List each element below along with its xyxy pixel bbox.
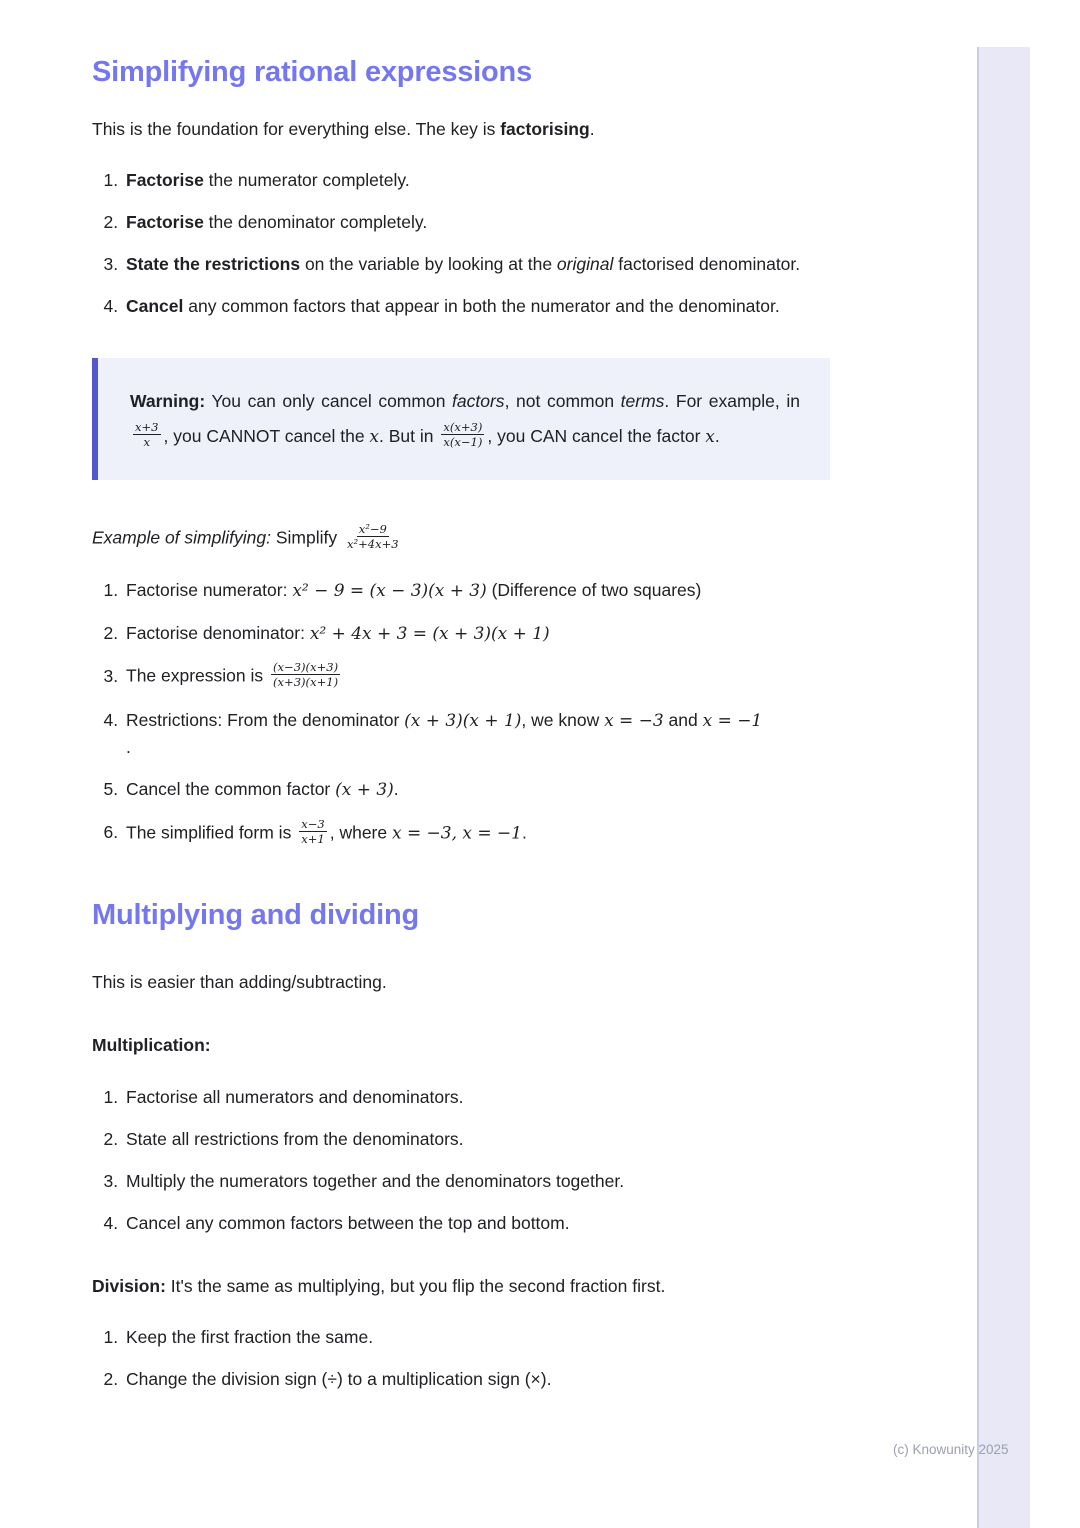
example-intro bbox=[92, 521, 937, 554]
text-segment: on the variable by looking at the bbox=[300, 254, 557, 275]
text-segment: Simplify bbox=[270, 527, 342, 548]
text-segment: any common factors that appear in both the numerator and the denominator. bbox=[183, 296, 780, 317]
text-segment: Multiplication: bbox=[92, 1035, 211, 1056]
list-item bbox=[123, 662, 937, 692]
text-segment: , not common bbox=[504, 391, 621, 412]
text-segment: Multiply the numerators together and the denominators together. bbox=[126, 1170, 625, 1191]
text-segment: . bbox=[714, 425, 720, 446]
list-item bbox=[123, 1324, 937, 1351]
text-segment: . But in bbox=[379, 425, 439, 446]
text-segment: State all restrictions from the denominators. bbox=[126, 1128, 464, 1149]
list-item bbox=[123, 620, 937, 647]
text-segment: . bbox=[393, 779, 399, 800]
warning-callout bbox=[92, 358, 830, 479]
text-segment: original bbox=[556, 254, 614, 275]
copyright-footer: (c) Knowunity 2025 bbox=[893, 1442, 1009, 1457]
math-inline: x = −3 bbox=[604, 710, 664, 731]
fraction: $\frac{x(x+3)}{x(x-1)}$ bbox=[443, 420, 483, 450]
text-segment: Cancel any common factors between the top and bottom. bbox=[126, 1212, 570, 1233]
text-segment: Factorise denominator: bbox=[126, 622, 310, 643]
text-segment: Change the division sign (÷) to a multiplication sign (×). bbox=[126, 1369, 552, 1390]
fraction: $\frac{x+3}{x}$ bbox=[135, 420, 159, 450]
easier-paragraph bbox=[92, 969, 937, 996]
fraction: $\frac{(x-3)(x+3)}{(x+3)(x+1)}$ bbox=[273, 660, 339, 690]
text-segment: This is easier than adding/subtracting. bbox=[92, 972, 387, 993]
text-segment: Cancel bbox=[126, 296, 184, 317]
text-segment: It's the same as multiplying, but you flip the second fraction first. bbox=[165, 1276, 666, 1297]
example-steps-list bbox=[92, 577, 937, 848]
text-segment: Restrictions: From the denominator bbox=[126, 709, 405, 730]
text-segment: (Difference of two squares) bbox=[486, 580, 702, 601]
text-segment: , you CANNOT cancel the bbox=[163, 425, 370, 446]
section-title-simplifying: Simplifying rational expressions bbox=[92, 56, 532, 88]
math-inline: x = −3, x = −1 bbox=[391, 823, 522, 844]
list-item bbox=[123, 707, 937, 761]
text-segment: Cancel the common factor bbox=[126, 779, 336, 800]
math-inline: (x + 3)(x + 1) bbox=[404, 710, 522, 731]
text-segment: factorised denominator. bbox=[613, 254, 801, 275]
text-segment: . bbox=[126, 737, 131, 758]
text-segment: Factorise numerator: bbox=[126, 580, 293, 601]
division-steps-list bbox=[92, 1324, 937, 1393]
text-segment: Factorise bbox=[126, 169, 204, 190]
text-segment: Division: bbox=[92, 1276, 166, 1297]
text-segment: Warning: bbox=[130, 391, 206, 412]
list-item bbox=[123, 776, 937, 803]
math-inline: (x + 3) bbox=[335, 780, 394, 801]
division-paragraph bbox=[92, 1273, 937, 1300]
section-title-multiplying: Multiplying and dividing bbox=[92, 899, 420, 932]
text-segment: The expression is bbox=[126, 665, 269, 686]
list-item bbox=[123, 167, 937, 194]
list-item bbox=[123, 1126, 937, 1153]
text-segment: , we know bbox=[521, 709, 605, 730]
math-inline: x² + 4x + 3 = (x + 3)(x + 1) bbox=[309, 623, 550, 644]
warning-text bbox=[130, 384, 800, 453]
text-segment: . bbox=[521, 822, 527, 843]
list-item bbox=[123, 1366, 937, 1393]
multiplication-label bbox=[92, 1032, 937, 1059]
document-content bbox=[92, 0, 937, 1423]
list-item bbox=[123, 1210, 937, 1237]
text-segment: , where bbox=[329, 822, 392, 843]
text-segment: This is the foundation for everything else. The key is bbox=[92, 118, 501, 139]
list-item bbox=[123, 816, 937, 849]
list-item bbox=[123, 577, 937, 604]
text-segment: Factorise bbox=[126, 212, 204, 233]
math-inline: x² − 9 = (x − 3)(x + 3) bbox=[292, 581, 487, 602]
list-item bbox=[123, 1168, 937, 1195]
text-segment: State the restrictions bbox=[126, 254, 301, 275]
list-item bbox=[123, 293, 937, 320]
text-segment: Example of simplifying: bbox=[92, 527, 271, 548]
text-segment: . bbox=[589, 118, 595, 139]
text-segment: Keep the first fraction the same. bbox=[126, 1327, 374, 1348]
intro-paragraph bbox=[92, 116, 937, 143]
text-segment: and bbox=[663, 709, 703, 730]
text-segment: factors bbox=[452, 391, 505, 412]
text-segment: the numerator completely. bbox=[203, 169, 410, 190]
list-item bbox=[123, 1084, 937, 1111]
list-item bbox=[123, 251, 937, 278]
text-segment: the denominator completely. bbox=[203, 212, 428, 233]
text-segment: . For example, in bbox=[664, 391, 800, 412]
text-segment: You can only cancel common bbox=[205, 391, 453, 412]
text-segment: Factorise all numerators and denominators. bbox=[126, 1086, 464, 1107]
multiplication-steps-list bbox=[92, 1084, 937, 1238]
text-segment: terms bbox=[620, 391, 665, 412]
list-item bbox=[123, 209, 937, 236]
text-segment: , you CAN cancel the factor bbox=[487, 425, 706, 446]
math-inline: x bbox=[369, 426, 379, 447]
simplify-steps-list bbox=[92, 167, 937, 321]
math-inline: x bbox=[705, 426, 715, 447]
fraction: $\frac{\text{x²−9}}{\text{x²+4x+3}}$ bbox=[346, 521, 399, 552]
math-inline: x = −1 bbox=[702, 710, 763, 731]
fraction: $\frac{x-3}{x+1}$ bbox=[301, 816, 325, 847]
text-segment: factorising bbox=[500, 118, 590, 139]
page-margin-strip bbox=[977, 47, 1030, 1528]
text-segment: The simplified form is bbox=[126, 822, 297, 843]
